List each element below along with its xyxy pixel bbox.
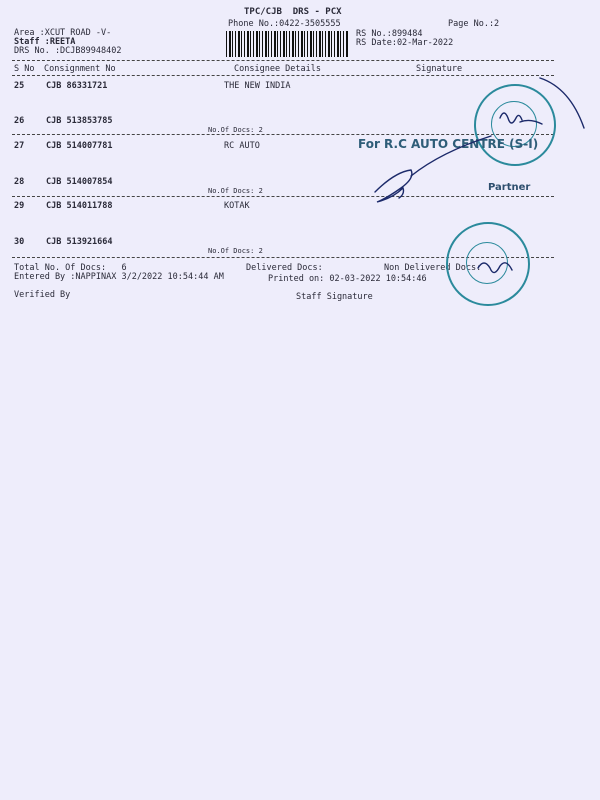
rc-auto-stamp: For R.C AUTO CENTRE (S-I) (358, 137, 539, 151)
non-delivered-docs: Non Delivered Docs: (384, 263, 482, 273)
row-sno: 30 (14, 237, 25, 247)
row-docs-count: No.Of Docs: 2 (208, 247, 263, 255)
rs-number: RS No.:899484 (356, 29, 423, 39)
entered-by: Entered By :NAPPINAX 3/2/2022 10:54:44 AM (14, 272, 224, 282)
column-header-sno: S No (14, 64, 35, 74)
verified-by: Verified By (14, 290, 71, 300)
column-header-consignment: Consignment No (44, 64, 116, 74)
column-header-consignee: Consignee Details (234, 64, 321, 74)
row-sno: 25 (14, 81, 25, 91)
column-header-signature: Signature (416, 64, 463, 74)
row-consignment-no: CJB 513921664 (46, 237, 113, 247)
row-consignment-no: CJB 86331721 (46, 81, 108, 91)
document-title: TPC/CJB DRS - PCX (244, 7, 342, 17)
row-consignee: KOTAK (224, 201, 250, 211)
delivered-docs: Delivered Docs: (246, 263, 323, 273)
staff-field: Staff :REETA (14, 37, 76, 47)
row-docs-count: No.Of Docs: 2 (208, 187, 263, 195)
area-field: Area :XCUT ROAD -V- (14, 28, 112, 38)
row-consignee: RC AUTO (224, 141, 260, 151)
page-number: Page No.:2 (448, 19, 500, 29)
row-consignee: THE NEW INDIA (224, 81, 291, 91)
drs-number: DRS No. :DCJB89948402 (14, 46, 122, 56)
printed-on: Printed on: 02-03-2022 10:54:46 (268, 274, 427, 284)
row-sno: 27 (14, 141, 25, 151)
phone-number: Phone No.:0422-3505555 (228, 19, 341, 29)
total-docs: Total No. Of Docs: 6 (14, 263, 127, 273)
partner-stamp: Partner (488, 182, 531, 193)
row-consignment-no: CJB 514007854 (46, 177, 113, 187)
rs-date: RS Date:02-Mar-2022 (356, 38, 454, 48)
row-consignment-no: CJB 514011788 (46, 201, 113, 211)
row-consignment-no: CJB 514007781 (46, 141, 113, 151)
row-consignment-no: CJB 513853785 (46, 116, 113, 126)
staff-signature-label: Staff Signature (296, 292, 373, 302)
row-docs-count: No.Of Docs: 2 (208, 126, 263, 134)
row-sno: 28 (14, 177, 25, 187)
row-sno: 26 (14, 116, 25, 126)
row-sno: 29 (14, 201, 25, 211)
